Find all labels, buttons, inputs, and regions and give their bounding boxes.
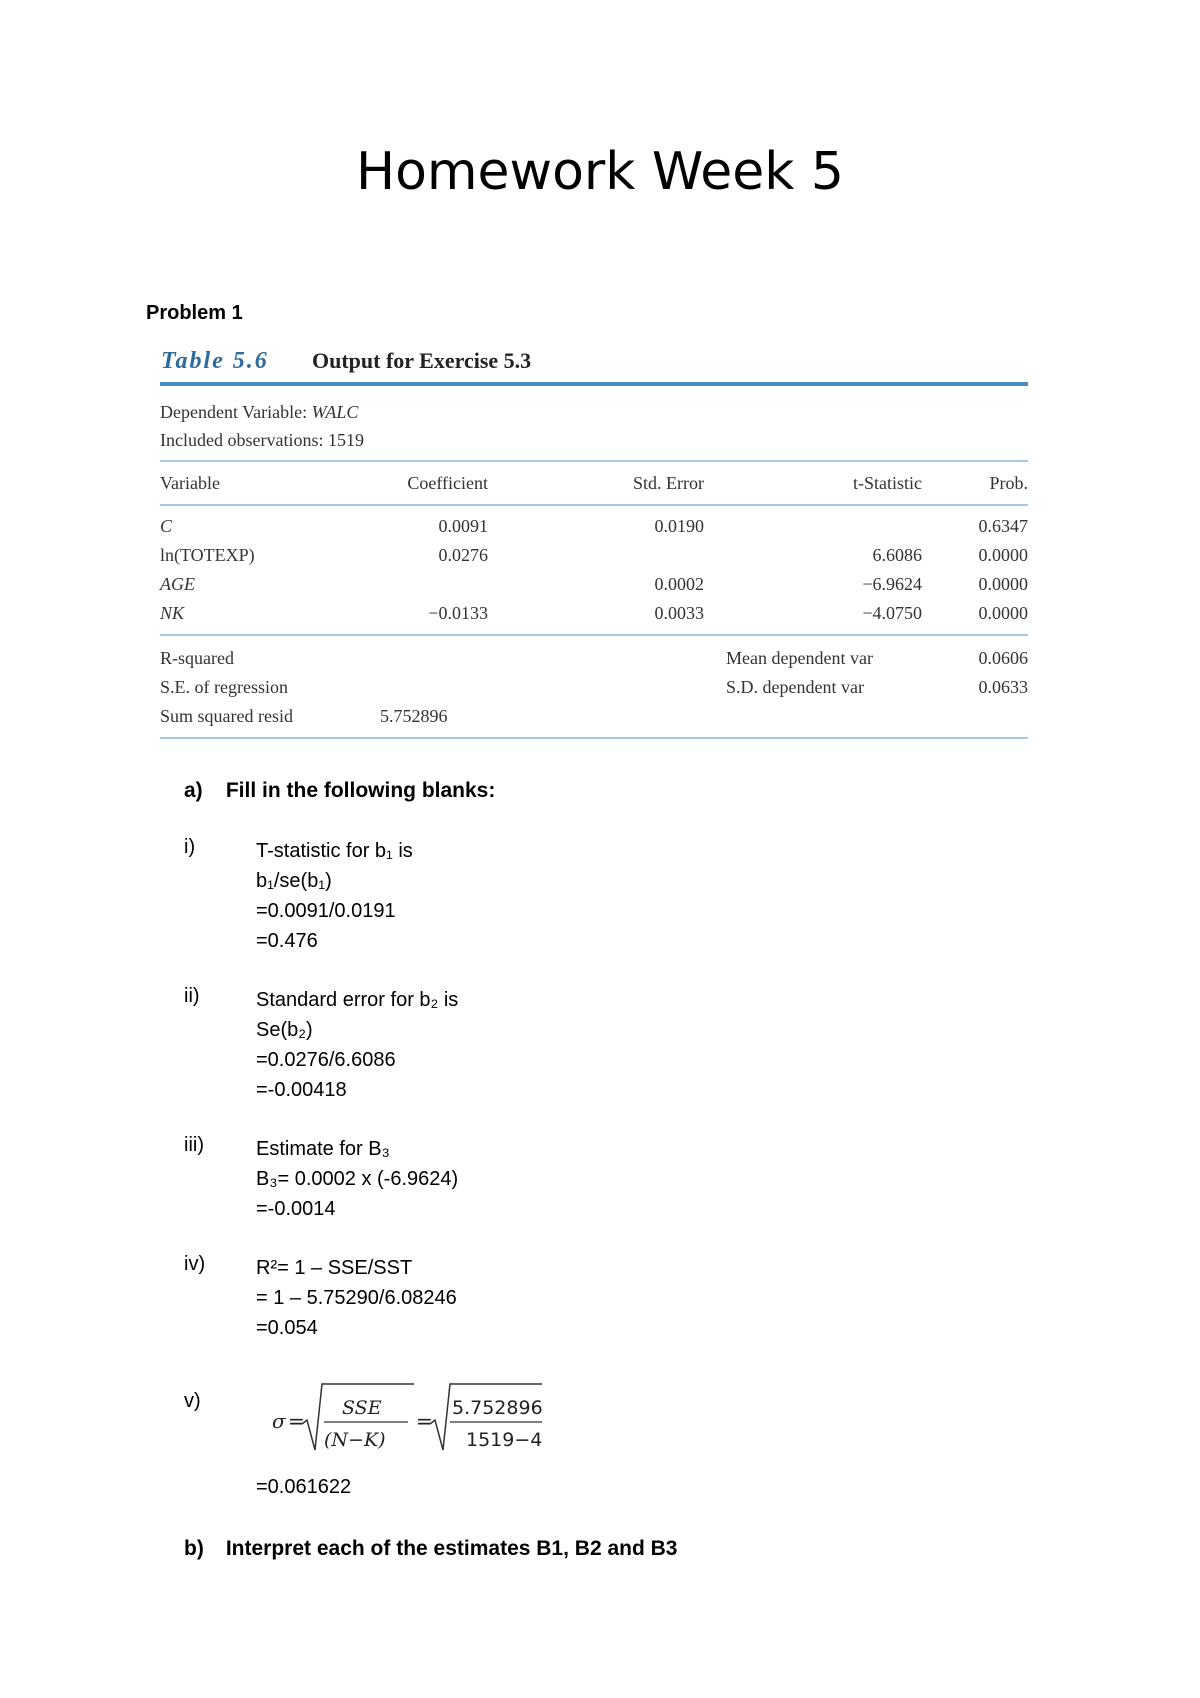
- dependent-variable-label: Dependent Variable:: [160, 402, 308, 422]
- table-caption-label: Table 5.6: [161, 348, 269, 374]
- table-row: [160, 512, 1028, 541]
- item-number: iii): [184, 1134, 204, 1156]
- header-prob: Prob.: [989, 472, 1028, 493]
- stat-value: [380, 644, 514, 673]
- answer-line: =0.054: [256, 1317, 318, 1339]
- row-prob: 0.0000: [978, 603, 1028, 623]
- stat-value: 5.752896: [380, 706, 448, 726]
- coefficient-table: [160, 462, 1028, 504]
- stat-label-2: [726, 702, 926, 731]
- answer-line: =0.476: [256, 930, 318, 952]
- row-prob: 0.0000: [978, 574, 1028, 594]
- row-std-error: [488, 541, 704, 570]
- stats-row: [160, 702, 1028, 731]
- answer-line: =0.0091/0.0191: [256, 900, 396, 922]
- stats-row: [160, 644, 1028, 673]
- row-variable: AGE: [160, 574, 195, 594]
- table-rule: [160, 634, 1028, 636]
- answer-line: T-statistic for b₁ is: [256, 840, 413, 862]
- stat-gap: [514, 702, 726, 731]
- dependent-variable-value: WALC: [311, 402, 359, 422]
- header-variable: Variable: [160, 472, 220, 493]
- row-coefficient: 0.0091: [438, 516, 488, 536]
- row-coefficient: [370, 570, 488, 599]
- table-caption-title: Output for Exercise 5.3: [312, 348, 532, 373]
- table-row: [160, 599, 1028, 628]
- row-std-error: 0.0190: [654, 516, 704, 536]
- part-b-heading: [184, 1537, 677, 1561]
- stat-label-2: Mean dependent var: [726, 648, 873, 668]
- observations-line: Included observations: 1519: [160, 430, 364, 450]
- row-t-statistic: [704, 512, 922, 541]
- sigma-formula: [270, 1378, 570, 1456]
- table-bottom-rule: [160, 737, 1028, 739]
- item-number: i): [184, 836, 196, 858]
- header-std-error: Std. Error: [633, 472, 704, 493]
- problem-heading: Problem 1: [146, 302, 243, 324]
- stat-label-2: S.D. dependent var: [726, 677, 864, 697]
- answer-line: =0.0276/6.6086: [256, 1049, 396, 1071]
- equals-sign: =: [288, 1409, 305, 1433]
- answer-line: = 1 – 5.75290/6.08246: [256, 1287, 457, 1309]
- answer-line: B₃= 0.0002 x (-6.9624): [256, 1168, 459, 1190]
- table-caption: [160, 344, 1028, 382]
- answer-line: =-0.00418: [256, 1079, 347, 1101]
- table-row: [160, 570, 1028, 599]
- denominator-text: 1519−4: [466, 1429, 543, 1451]
- item-number: iv): [184, 1253, 206, 1275]
- stat-gap: [514, 644, 726, 673]
- dependent-variable-line: [160, 398, 1028, 426]
- answer-line: Standard error for b₂ is: [256, 989, 459, 1011]
- answer-line: b₁/se(b₁): [256, 870, 332, 892]
- coefficient-rows: [160, 512, 1028, 628]
- row-coefficient: −0.0133: [428, 603, 488, 623]
- stat-label: S.E. of regression: [160, 677, 288, 697]
- row-std-error: 0.0002: [654, 574, 704, 594]
- equals-sign: =: [416, 1409, 433, 1433]
- row-prob: 0.6347: [978, 516, 1028, 536]
- header-coefficient: Coefficient: [407, 472, 488, 493]
- part-a-title: Fill in the following blanks:: [225, 779, 496, 802]
- row-coefficient: 0.0276: [438, 545, 488, 565]
- sigma-result: =0.061622: [256, 1476, 352, 1498]
- stat-value-2: [926, 702, 1028, 731]
- stats-row: [160, 673, 1028, 702]
- stat-gap: [514, 673, 726, 702]
- table-rule: [160, 504, 1028, 506]
- stat-value-2: 0.0606: [978, 648, 1028, 668]
- row-prob: 0.0000: [978, 545, 1028, 565]
- row-t-statistic: −4.0750: [862, 603, 922, 623]
- stat-value-2: 0.0633: [978, 677, 1028, 697]
- row-t-statistic: 6.6086: [872, 545, 922, 565]
- part-b-mark: b): [184, 1537, 204, 1560]
- answer-line: Se(b₂): [256, 1019, 313, 1041]
- sigma-symbol: σ: [272, 1409, 286, 1433]
- row-variable: C: [160, 516, 173, 536]
- part-a-heading: [184, 779, 495, 803]
- n-minus-k-text: (N−K): [324, 1429, 386, 1451]
- item-number: v): [184, 1390, 201, 1412]
- item-number: ii): [184, 985, 200, 1007]
- row-variable: NK: [160, 603, 185, 623]
- row-t-statistic: −6.9624: [862, 574, 922, 594]
- part-a-mark: a): [184, 779, 203, 802]
- sse-text: SSE: [342, 1397, 382, 1419]
- table-row: [160, 541, 1028, 570]
- summary-stats-table: [160, 644, 1028, 731]
- page-title: Homework Week 5: [355, 142, 844, 202]
- row-std-error: 0.0033: [654, 603, 704, 623]
- stat-label: Sum squared resid: [160, 706, 293, 726]
- table-header-row: [160, 462, 1028, 504]
- answer-line: =-0.0014: [256, 1198, 336, 1220]
- part-b-title: Interpret each of the estimates B1, B2 and B3: [225, 1537, 678, 1560]
- numerator-text: 5.752896: [452, 1397, 543, 1419]
- table-meta: [160, 386, 1028, 460]
- regression-table-figure: [160, 344, 1028, 739]
- header-t-statistic: t-Statistic: [853, 472, 922, 493]
- stat-value: [380, 673, 514, 702]
- row-variable: ln(TOTEXP): [160, 545, 255, 565]
- stat-label: R-squared: [160, 648, 234, 668]
- answer-line: Estimate for B₃: [256, 1138, 390, 1160]
- answer-line: R²= 1 – SSE/SST: [256, 1257, 413, 1279]
